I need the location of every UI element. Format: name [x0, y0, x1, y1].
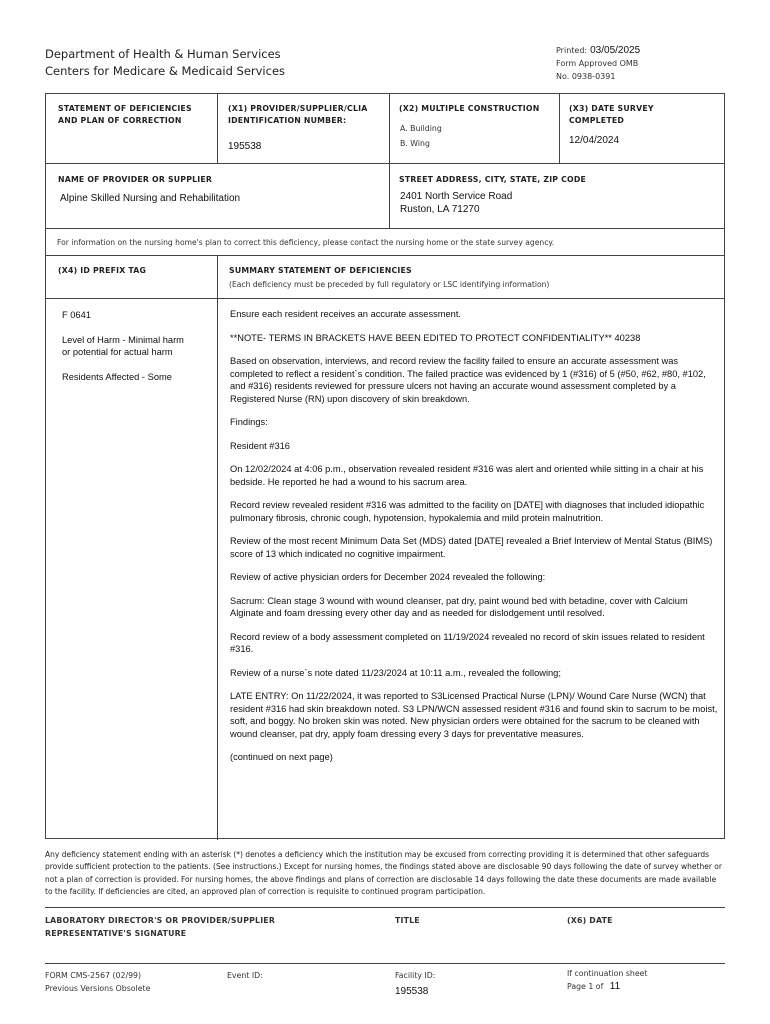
printed-date: 03/05/2025	[590, 45, 641, 56]
printed-line	[556, 44, 640, 57]
agency-line-2: Centers for Medicare & Medicaid Services	[45, 64, 286, 78]
printed-label: Printed:	[556, 46, 588, 55]
director-signature-label	[45, 914, 275, 940]
address-label: STREET ADDRESS, CITY, STATE, ZIP CODE	[399, 175, 587, 184]
paragraph: Review of the most recent Minimum Data Set (MDS) dated [DATE] revealed a Brief Interview of Mental Status (BIMS) score of 13 which indicated no cognitive impairment.	[230, 536, 713, 559]
summary-label: SUMMARY STATEMENT OF DEFICIENCIES	[229, 266, 412, 275]
provider-name-value: Alpine Skilled Nursing and Rehabilitation	[60, 193, 241, 204]
x3-cell	[559, 94, 726, 163]
paragraph: Record review revealed resident #316 was admitted to the facility on [DATE] with diagnoses that included idiopathic pulmonary fibrosis, chronic cough, hypotension, hypokalemia and mild protein malnutrition.	[230, 500, 705, 523]
event-id-label: Event ID:	[227, 971, 263, 980]
info-note: For information on the nursing home's plan to correct this deficiency, please contact the nursing home or the state survey agency.	[57, 238, 555, 247]
form-meta	[556, 44, 640, 83]
disclaimer-text: Any deficiency statement ending with an asterisk (*) denotes a deficiency which the institution may be excused from correcting providing it is determined that other safeguards provide sufficient protection to the patients. (See instructions.) Except for nursing homes, the findings stated above are disclosable 90 days following the date of survey whether or not a plan of correction is provided. For nursing homes, the above findings and plans of correction are disclosable 14 days following the date these documents are made available to the facility. If deficiencies are cited, an approved plan of correction is requisite to continued program participation.	[45, 850, 722, 896]
summary-header-cell	[217, 256, 726, 298]
tag-value: F 0641	[62, 310, 91, 320]
provider-name-label: NAME OF PROVIDER OR SUPPLIER	[58, 175, 213, 184]
paragraph: Based on observation, interviews, and record review the facility failed to ensure an accurate assessment was completed to reflect a resident`s condition. The failed practice was evidenced by 1 (#316) of 5 (#50, #62, #80, #102, and #316) residents reviewed for pressure ulcers not having an accurate wound assessment completed by a Registered Nurse (RN) upon discovery of skin breakdown.	[230, 356, 706, 404]
paragraph: Review of active physician orders for December 2024 revealed the following:	[230, 572, 546, 582]
summary-cell	[217, 299, 726, 840]
tag-cell	[46, 299, 217, 840]
facility-id-value: 195538	[395, 986, 429, 997]
x3-value: 12/04/2024	[569, 135, 620, 146]
x2-wing: B. Wing	[400, 139, 430, 148]
director-label-2: REPRESENTATIVE'S SIGNATURE	[45, 929, 187, 938]
deficiency-form	[45, 93, 725, 839]
statement-cell	[46, 94, 216, 163]
continuation-label: If continuation sheet	[567, 969, 648, 978]
x3-label-2: COMPLETED	[569, 116, 625, 125]
form-approved: Form Approved OMB	[556, 59, 639, 68]
agency-header	[45, 46, 285, 80]
facility-id-label: Facility ID:	[395, 971, 436, 980]
summary-sub: (Each deficiency must be preceded by full regulatory or LSC identifying information)	[229, 280, 550, 289]
provider-name-cell	[46, 164, 389, 228]
agency-line-1: Department of Health & Human Services	[45, 47, 281, 61]
address-line-1: 2401 North Service Road	[400, 191, 513, 202]
title-label: TITLE	[395, 916, 420, 925]
form-id: FORM CMS-2567 (02/99)	[45, 971, 142, 980]
x1-cell	[217, 94, 389, 163]
omb-number: No. 0938-0391	[556, 72, 616, 81]
facility-id-block	[395, 969, 435, 998]
page-line	[567, 980, 647, 993]
x3-label-1: (X3) DATE SURVEY	[569, 104, 654, 113]
residents-affected: Residents Affected - Some	[62, 371, 172, 382]
previous-versions: Previous Versions Obsolete	[45, 984, 151, 993]
paragraph: LATE ENTRY: On 11/22/2024, it was reported to S3Licensed Practical Nurse (LPN)/ Wound Care Nurse (WCN) that resident #316 had skin breakdown noted. S3 LPN/WCN assessed resident #316 and found skin to sacrum to be moist, soft, and boggy. No broken skin was noted. New physician orders were obtained for the sacrum to be cleaned with wound cleanser, pat dry, apply foam dressing every 3 days for preventative measures.	[230, 691, 718, 739]
info-note-row	[46, 229, 724, 256]
harm-line-1: Level of Harm - Minimal harm	[62, 334, 184, 345]
form-id-block	[45, 969, 150, 995]
address-cell	[389, 164, 726, 228]
x4-header-cell	[46, 256, 217, 298]
x2-label: (X2) MULTIPLE CONSTRUCTION	[399, 104, 540, 113]
statement-label-1: STATEMENT OF DEFICIENCIES	[58, 104, 192, 113]
date-label: (X6) DATE	[567, 916, 613, 925]
footer-divider	[45, 963, 725, 964]
page-total: 11	[609, 981, 621, 992]
provider-row	[46, 164, 724, 229]
table-header-row	[46, 256, 724, 299]
x1-value: 195538	[228, 141, 262, 152]
page-label: Page 1 of	[567, 982, 604, 991]
x4-label: (X4) ID PREFIX TAG	[58, 266, 147, 275]
paragraph: Record review of a body assessment completed on 11/19/2024 revealed no record of skin issues related to resident #316.	[230, 631, 705, 654]
address-line-2: Ruston, LA 71270	[400, 204, 480, 215]
page-block	[567, 967, 647, 993]
summary-text	[230, 308, 718, 764]
paragraph: **NOTE- TERMS IN BRACKETS HAVE BEEN EDITED TO PROTECT CONFIDENTIALITY** 40238	[230, 332, 641, 343]
paragraph: Findings:	[230, 417, 268, 427]
deficiency-body-row	[46, 299, 724, 840]
identification-row	[46, 94, 724, 164]
paragraph: Review of a nurse`s note dated 11/23/2024 at 10:11 a.m., revealed the following;	[230, 667, 561, 678]
x1-label-1: (X1) PROVIDER/SUPPLIER/CLIA	[228, 104, 368, 113]
continued-note: (continued on next page)	[230, 752, 333, 762]
x2-cell	[389, 94, 559, 163]
paragraph: On 12/02/2024 at 4:06 p.m., observation revealed resident #316 was alert and oriented while sitting in a chair at his bedside. He reported he had a wound to his sacrum area.	[230, 464, 704, 487]
paragraph: Ensure each resident receives an accurate assessment.	[230, 309, 461, 319]
statement-label-2: AND PLAN OF CORRECTION	[58, 116, 182, 125]
paragraph: Resident #316	[230, 440, 290, 451]
harm-line-2: or potential for actual harm	[62, 347, 173, 357]
paragraph: Sacrum: Clean stage 3 wound with wound cleanser, pat dry, paint wound bed with betadine, cover with Calcium Alginate and foam dressing every other day and as needed for dislodgement until resolved.	[230, 595, 688, 618]
x2-building: A. Building	[400, 124, 442, 133]
signature-divider	[45, 907, 725, 908]
x1-label-2: IDENTIFICATION NUMBER:	[228, 116, 347, 125]
director-label-1: LABORATORY DIRECTOR'S OR PROVIDER/SUPPLIER	[45, 916, 276, 925]
